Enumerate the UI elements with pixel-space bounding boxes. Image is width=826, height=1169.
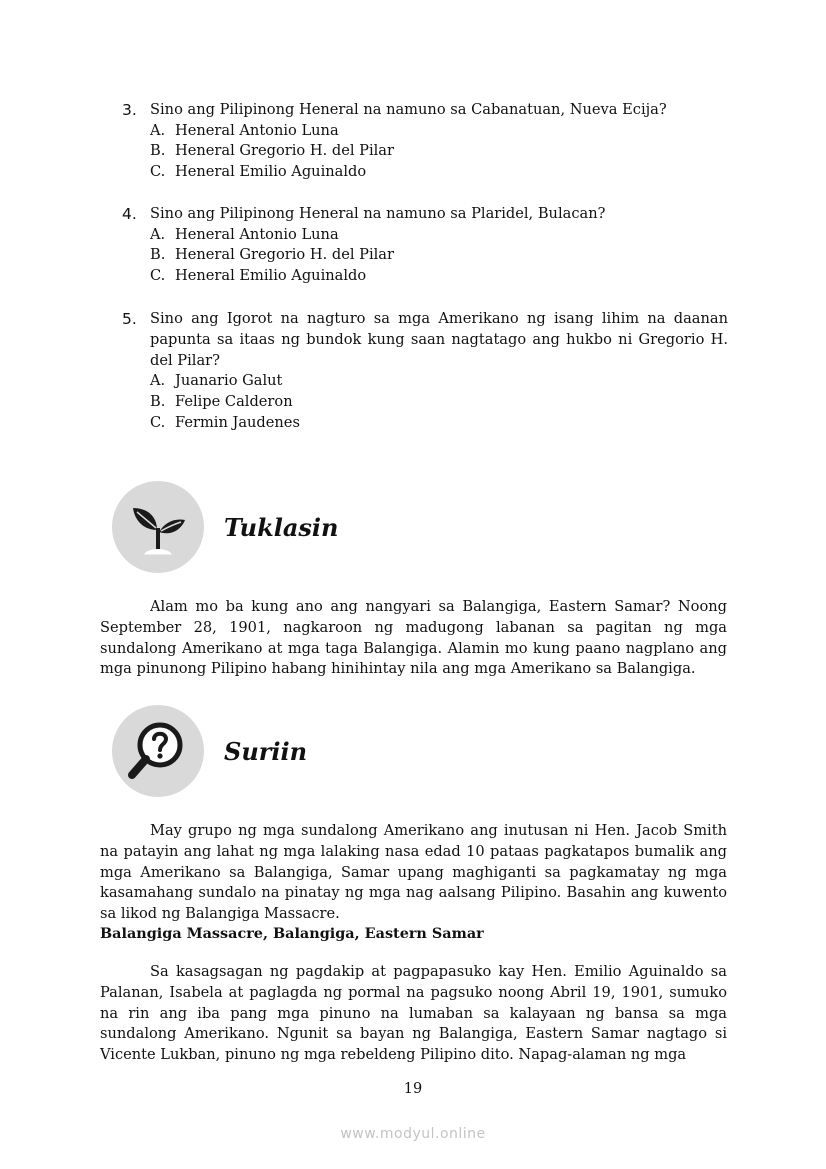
- question-5: [122, 309, 728, 433]
- question-number: 5.: [122, 310, 137, 328]
- tuklasin-header: [112, 481, 338, 573]
- question-3: [122, 100, 728, 183]
- question-text: Sino ang Igorot na nagturo sa mga Amerikano ng isang lihim na daanan papunta sa itaas ng bundok kung saan nagtatago ang hukbo ni Gregorio H. del Pilar?: [150, 310, 728, 369]
- watermark: www.modyul.online: [340, 1126, 486, 1142]
- question-4: [122, 204, 728, 287]
- magnifier-question-icon: [112, 705, 204, 797]
- option-c: C. Heneral Emilio Aguinaldo: [150, 266, 367, 284]
- option-c: C. Fermin Jaudenes: [150, 413, 300, 431]
- section-title: Tuklasin: [224, 512, 339, 542]
- options-list: [150, 371, 728, 433]
- option-b: B. Felipe Calderon: [150, 392, 293, 410]
- option-a: A. Heneral Antonio Luna: [150, 225, 339, 243]
- suriin-paragraph: May grupo ng mga sundalong Amerikano ang inutusan ni Hen. Jacob Smith na patayin ang lahat ng mga lalaking nasa edad 10 pataas pagkatapos bumalik ang mga Amerikano sa Balangiga, Samar upang maghiganti sa pagkamatay ng mga kasamahang sundalo na pinatay ng mga nag aalsang Pilipino. Basahin ang kuwento sa likod ng Balangiga Massacre.: [100, 822, 727, 923]
- option-b: B. Heneral Gregorio H. del Pilar: [150, 142, 394, 160]
- question-number: 3.: [122, 101, 137, 119]
- options-list: [150, 121, 728, 183]
- section-title: Suriin: [224, 736, 308, 766]
- page-number: 19: [403, 1081, 423, 1097]
- plant-sprout-icon: [112, 481, 204, 573]
- tuklasin-paragraph: Alam mo ba kung ano ang nangyari sa Balangiga, Eastern Samar? Noong September 28, 1901, nagkaroon ng madugong labanan sa pagitan ng mga sundalong Amerikano at mga taga Balangiga. Alamin mo kung paano nagplano ang mga pinunong Pilipino habang hinihintay nila ang mga Amerikano sa Balangiga.: [100, 598, 727, 678]
- suriin-paragraph-2: Sa kasagsagan ng pagdakip at pagpapasuko kay Hen. Emilio Aguinaldo sa Palanan, Isabela at paglagda ng pormal na pagsuko noong Abril 19, 1901, sumuko na rin ang iba pang mga pinuno na lumaban sa kalayaan ng bansa sa mga sundalong Amerikano. Ngunit sa bayan ng Balangiga, Eastern Samar nagtago si Vicente Lukban, pinuno ng mga rebeldeng Pilipino dito. Napag-alaman ng mga: [100, 963, 727, 1064]
- option-c: C. Heneral Emilio Aguinaldo: [150, 162, 367, 180]
- question-number: 4.: [122, 205, 137, 223]
- suriin-header: [112, 705, 307, 797]
- question-text: Sino ang Pilipinong Heneral na namuno sa Cabanatuan, Nueva Ecija?: [150, 101, 667, 118]
- option-a: A. Juanario Galut: [150, 372, 283, 390]
- option-a: A. Heneral Antonio Luna: [150, 121, 339, 139]
- subheading: Balangiga Massacre, Balangiga, Eastern Samar: [100, 925, 484, 942]
- option-b: B. Heneral Gregorio H. del Pilar: [150, 246, 394, 264]
- options-list: [150, 225, 728, 287]
- question-text: Sino ang Pilipinong Heneral na namuno sa Plaridel, Bulacan?: [150, 205, 606, 222]
